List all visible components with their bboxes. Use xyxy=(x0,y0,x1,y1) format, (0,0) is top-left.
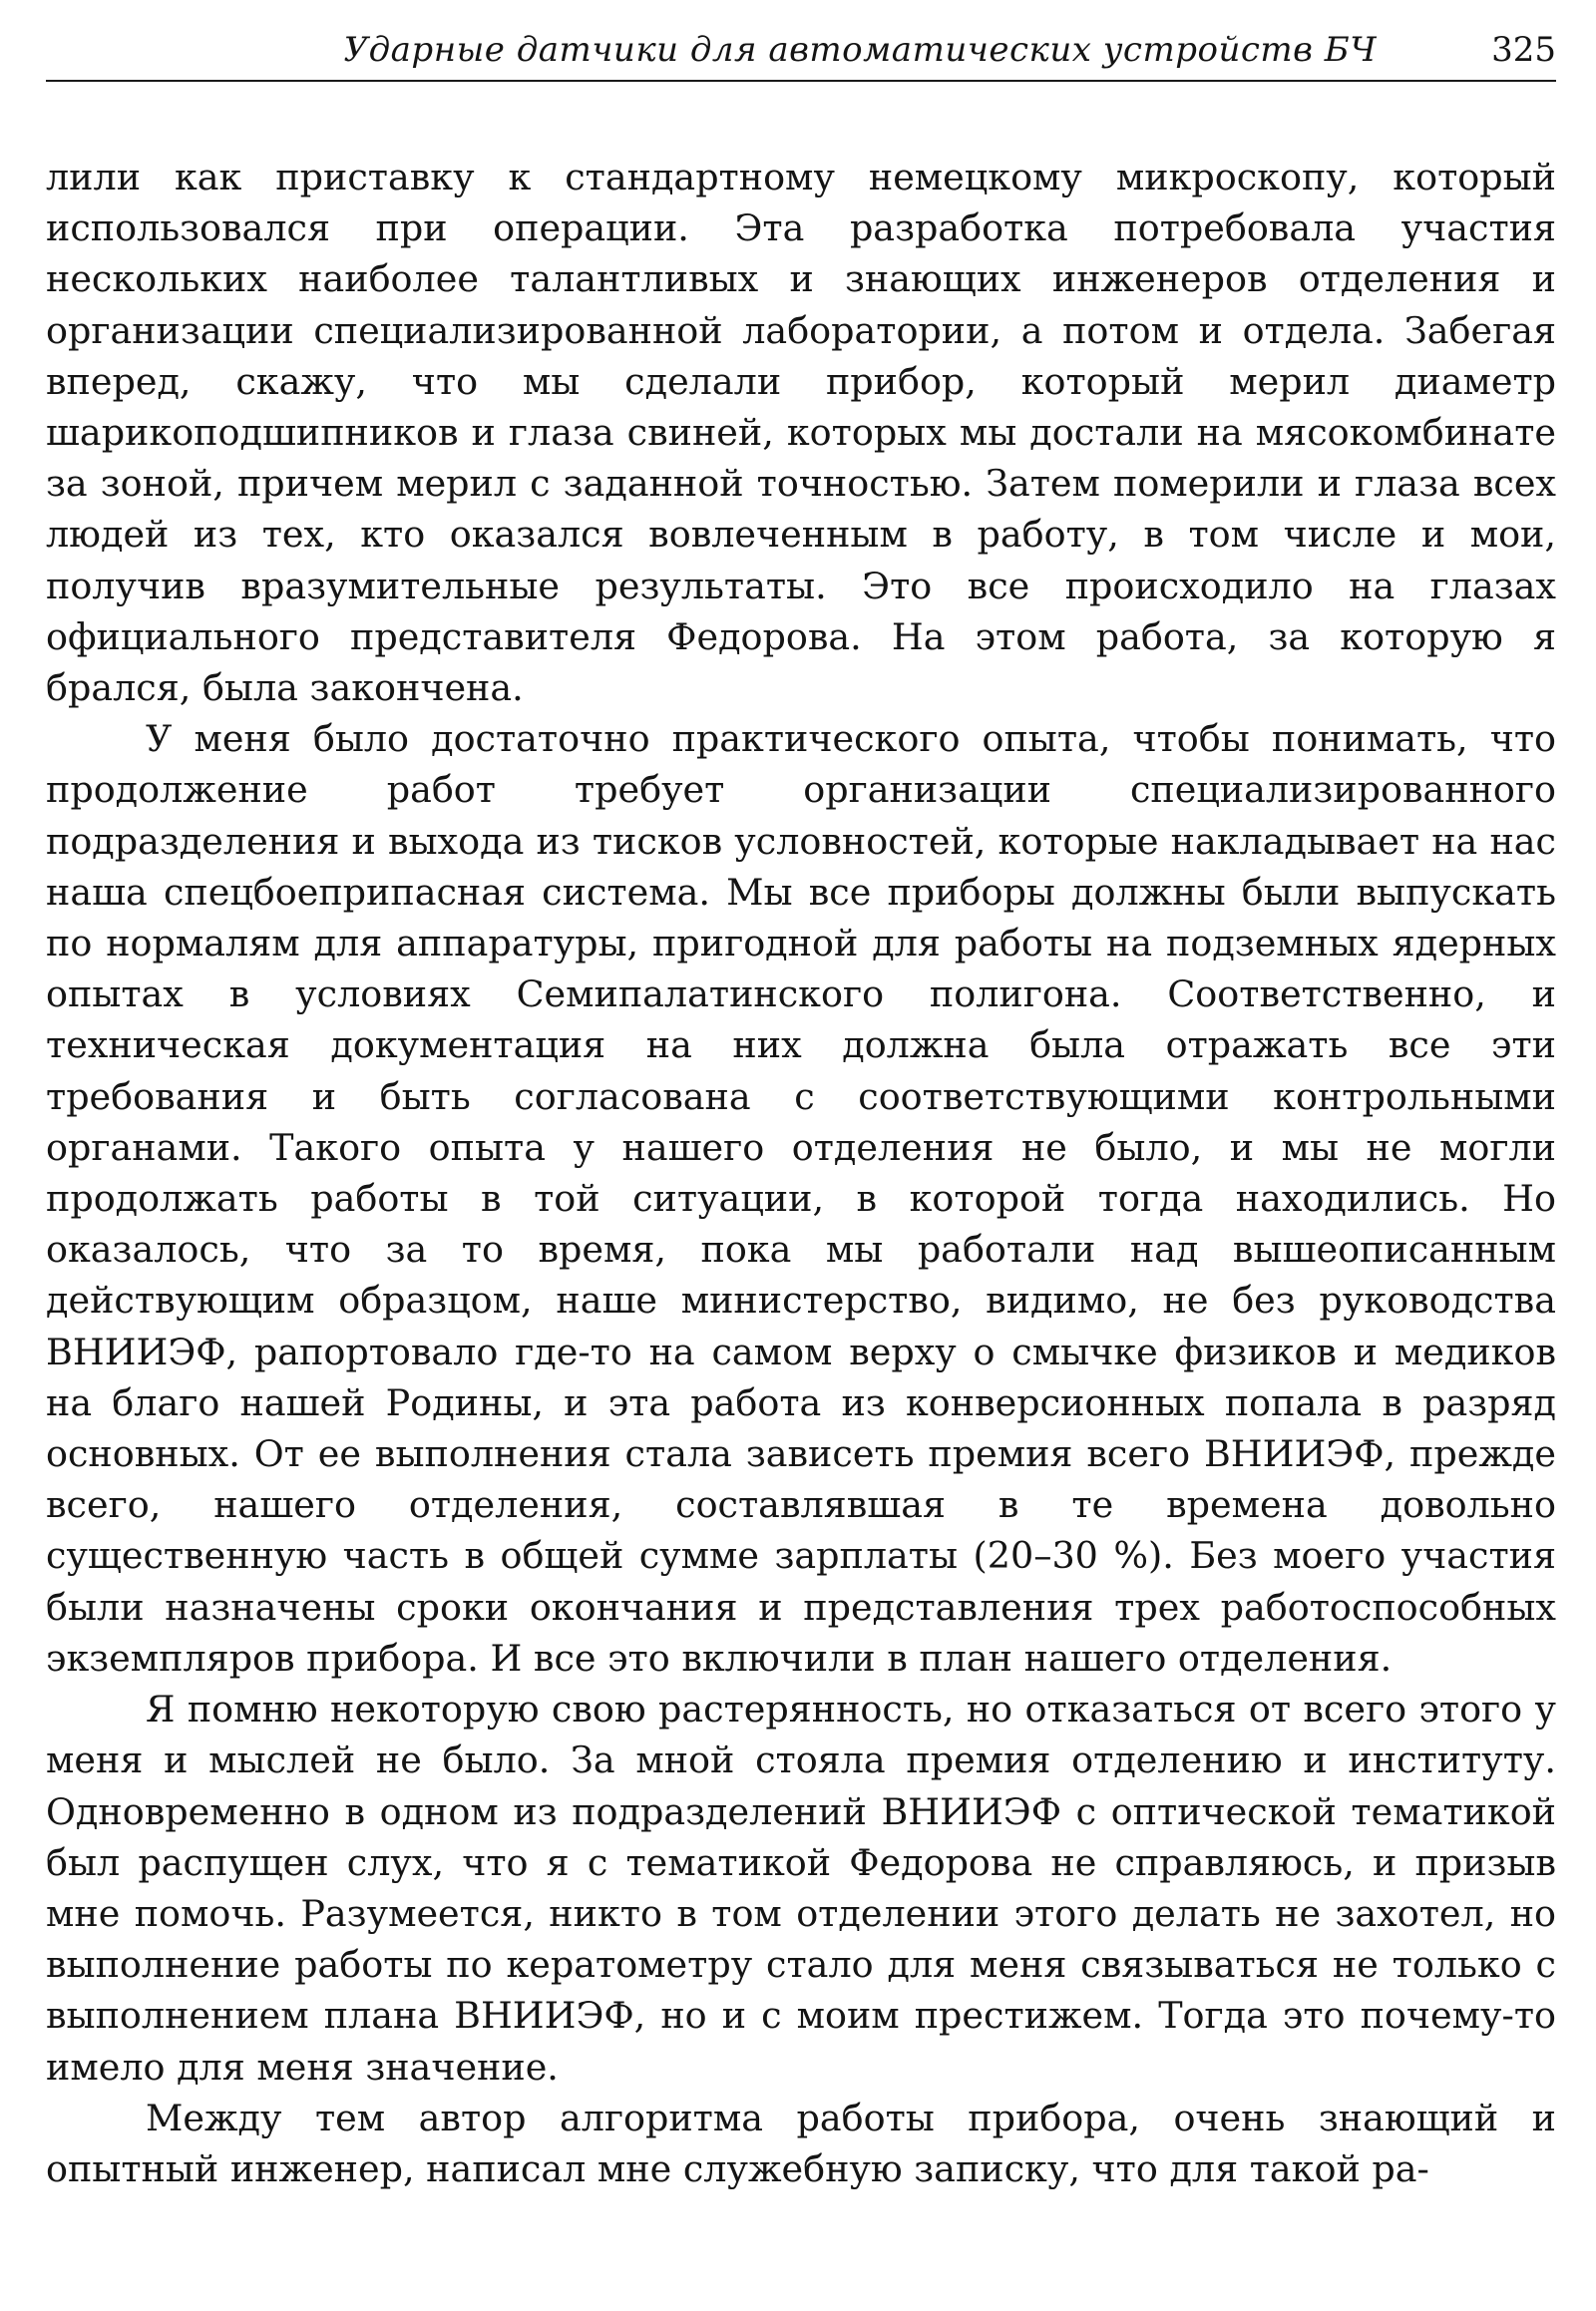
running-header xyxy=(46,24,1556,82)
paragraph-continued: лили как приставку к стандартному немецкому микроскопу, который использовался при операции. Эта разработка потребовала участия нескольких наиболее талантливых и знающих инженеров отделения и организации специализированной лаборатории, а потом и отдела. Забегая вперед, скажу, что мы сделали прибор, который мерил диаметр шарикоподшипников и глаза свиней, которых мы достали на мясокомбинате за зоной, причем мерил с заданной точностью. Затем померили и глаза всех людей из тех, кто оказался вовлеченным в работу, в том числе и мои, получив вразумительные результаты. Это все происходило на глазах официального представителя Федорова. На этом работа, за которую я брался, была закончена. xyxy=(46,156,1556,710)
page-number: 325 xyxy=(1491,30,1556,70)
paragraph: Я помню некоторую свою растерянность, но отказаться от всего этого у меня и мыслей не было. За мной стояла премия отделению и институту. Одновременно в одном из подразделений ВНИИЭФ с оптической тематикой был распущен слух, что я с тематикой Федорова не справляюсь, и призыв мне помочь. Разумеется, никто в том отделении этого делать не захотел, но выполнение работы по кератометру стало для меня связываться не только с выполнением плана ВНИИЭФ, но и с моим престижем. Тогда это почему-то имело для меня значение. xyxy=(46,1688,1556,2089)
book-page xyxy=(46,24,1556,2194)
running-title: Ударные датчики для автоматических устройств БЧ xyxy=(343,30,1377,70)
body-text xyxy=(46,152,1556,2194)
paragraph: У меня было достаточно практического опыта, чтобы понимать, что продолжение работ требует организации специализированного подразделения и выхода из тисков условностей, которые накладывает на нас наша спецбоеприпасная система. Мы все приборы должны были выпускать по нормалям для аппаратуры, пригодной для работы на подземных ядерных опытах в условиях Семипалатинского полигона. Соответственно, и техническая документация на них должна была отражать все эти требования и быть согласована с соответствующими контрольными органами. Такого опыта у нашего отделения не было, и мы не могли продолжать работы в той ситуации, в которой тогда находились. Но оказалось, что за то время, пока мы работали над вышеописанным действующим образцом, наше министерство, видимо, не без руководства ВНИИЭФ, рапортовало где-то на самом верху о смычке физиков и медиков на благо нашей Родины, и эта работа из конверсионных попала в разряд основных. От ее выполнения стала зависеть премия всего ВНИИЭФ, прежде всего, нашего отделения, составлявшая в те времена довольно существенную часть в общей сумме зарплаты (20–30 %). Без моего участия были назначены сроки окончания и представления трех работоспособных экземпляров прибора. И все это включили в план нашего отделения. xyxy=(46,717,1556,1680)
paragraph: Между тем автор алгоритма работы прибора, очень знающий и опытный инженер, написал мне служебную записку, что для такой ра- xyxy=(46,2096,1556,2190)
